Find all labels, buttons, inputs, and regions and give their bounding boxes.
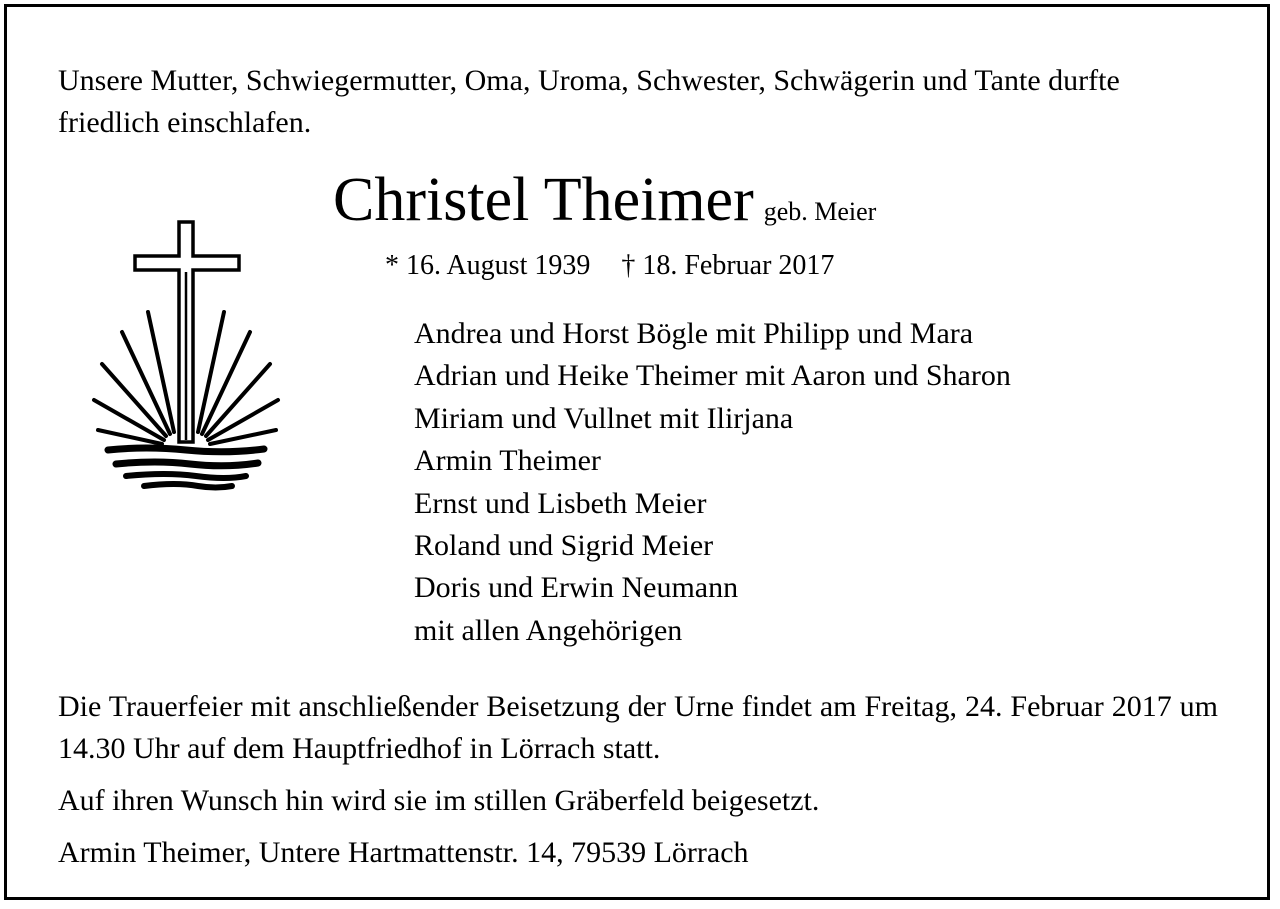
list-item: Andrea und Horst Bögle mit Philipp und Mara [414,317,974,350]
contact-address: Armin Theimer, Untere Hartmattenstr. 14, 79539 Lörrach [58,836,749,869]
death-date: † 18. Februar 2017 [621,250,835,281]
list-item: Ernst und Lisbeth Meier [414,486,707,520]
cross-rising-sun-over-water-icon [86,214,290,494]
deceased-name-line [333,160,876,240]
birth-date: * 16. August 1939 [385,250,591,281]
ceremony-text: Die Trauerfeier mit anschließender Beisetzung der Urne findet am Freitag, 24. Februar 2017 um 14.30 Uhr auf dem Hauptfriedhof in Lörrach statt. [58,690,1218,765]
deceased-name: Christel Theimer [333,166,754,234]
list-item: Doris und Erwin Neumann [414,571,739,605]
list-item: mit allen Angehörigen [414,613,683,647]
burial-wish-text: Auf ihren Wunsch hin wird sie im stillen Gräberfeld beigesetzt. [58,784,820,817]
list-item: Adrian und Heike Theimer mit Aaron und Sharon [414,359,1011,393]
mourners-list [414,313,1011,652]
intro-text: Unsere Mutter, Schwiegermutter, Oma, Uroma, Schwester, Schwägerin und Tante durfte friedlich einschlafen. [58,64,1120,139]
list-item: Roland und Sigrid Meier [414,529,714,563]
life-dates [385,246,834,286]
list-item: Miriam und Vullnet mit Ilirjana [414,401,794,435]
maiden-name: geb. Meier [763,197,877,226]
list-item: Armin Theimer [414,444,601,478]
